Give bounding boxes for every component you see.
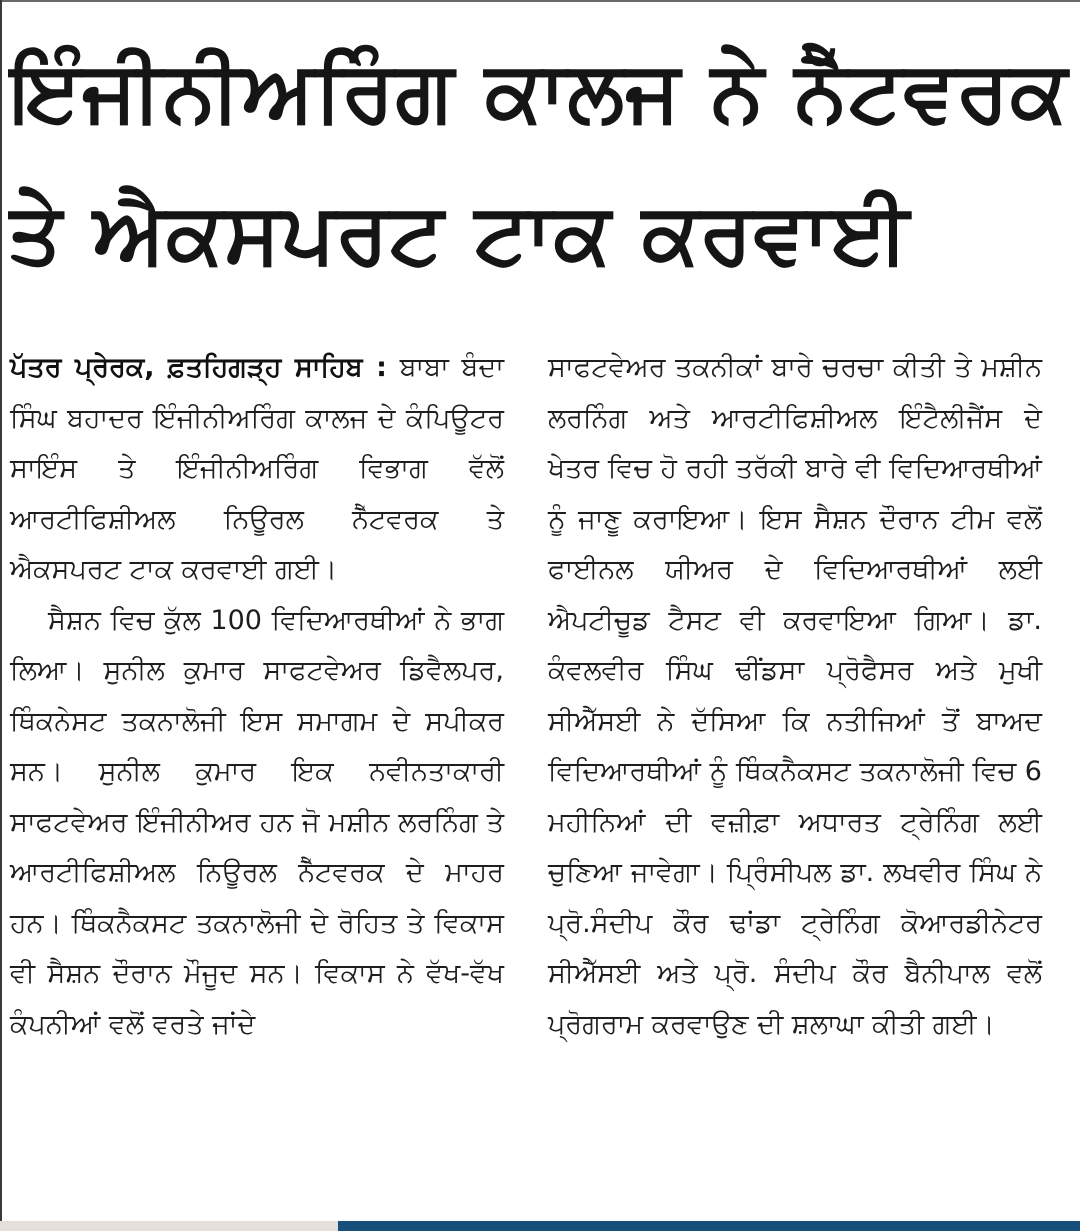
paragraph-2-part-2: ਸਾਫਟਵੇਅਰ ਤਕਨੀਕਾਂ ਬਾਰੇ ਚਰਚਾ ਕੀਤੀ ਤੇ ਮਸ਼ੀਨ ਲਰਨਿੰਗ ਅਤੇ ਆਰਟੀਫਿਸ਼ੀਅਲ ਇੰਟੈਲੀਜੈਂਸ ਦੇ ਖੇਤਰ ਵਿਚ ਹੋ ਰਹੀ ਤਰੱਕੀ ਬਾਰੇ ਵੀ ਵਿਦਿਆਰਥੀਆਂ ਨੂੰ ਜਾਣੂ ਕਰਾਇਆ। ਇਸ ਸੈਸ਼ਨ ਦੌਰਾਨ ਟੀਮ ਵਲੋਂ ਫਾਈਨਲ ਯੀਅਰ ਦੇ ਵਿਦਿਆਰਥੀਆਂ ਲਈ ਐਪਟੀਚੂਡ ਟੈਸਟ ਵੀ ਕਰਵਾਇਆ ਗਿਆ। ਡਾ. ਕੰਵਲਵੀਰ ਸਿੰਘ ਢੀਂਡਸਾ ਪ੍ਰੋਫੈਸਰ ਅਤੇ ਮੁਖੀ ਸੀਐੱਸਈ ਨੇ ਦੱਸਿਆ ਕਿ ਨਤੀਜਿਆਂ ਤੋਂ ਬਾਅਦ ਵਿਦਿਆਰਥੀਆਂ ਨੂੰ ਥਿੰਕਨੈਕਸਟ ਤਕਨਾਲੋਜੀ ਵਿਚ 6 ਮਹੀਨਿਆਂ ਦੀ ਵਜ਼ੀਫ਼ਾ ਅਧਾਰਤ ਟ੍ਰੇਨਿੰਗ ਲਈ ਚੁਣਿਆ ਜਾਵੇਗਾ। ਪ੍ਰਿੰਸੀਪਲ ਡਾ. ਲਖਵੀਰ ਸਿੰਘ ਨੇ ਪ੍ਰੋ.ਸੰਦੀਪ ਕੌਰ ਢਾਂਡਾ ਟ੍ਰੇਨਿੰਗ ਕੋਆਰਡੀਨੇਟਰ ਸੀਐੱਸਈ ਅਤੇ ਪ੍ਰੋ. ਸੰਦੀਪ ਕੌਰ ਬੈਨੀਪਾਲ ਵਲੋਂ ਪ੍ਰੋਗਰਾਮ ਕਰਵਾਉਣ ਦੀ ਸ਼ਲਾਘਾ ਕੀਤੀ ਗਈ। xyxy=(548,352,1042,1040)
headline-line-2: ਤੇ ਐਕਸਪਰਟ ਟਾਕ ਕਰਵਾਈ xyxy=(8,184,910,282)
article-column-right xyxy=(548,343,1042,1050)
article-lead-paragraph xyxy=(10,343,504,596)
byline: ਪੱਤਰ ਪ੍ਰੇਰਕ, ਫ਼ਤਹਿਗੜ੍ਹ ਸਾਹਿਬ : xyxy=(10,352,387,383)
paragraph-2-part-1: ਸੈਸ਼ਨ ਵਿਚ ਕੁੱਲ 100 ਵਿਦਿਆਰਥੀਆਂ ਨੇ ਭਾਗ ਲਿਆ। ਸੁਨੀਲ ਕੁਮਾਰ ਸਾਫਟਵੇਅਰ ਡਿਵੈਲਪਰ, ਥਿੰਕਨੇਸਟ ਤਕਨਾਲੋਜੀ ਇਸ ਸਮਾਗਮ ਦੇ ਸਪੀਕਰ ਸਨ। ਸੁਨੀਲ ਕੁਮਾਰ ਇਕ ਨਵੀਨਤਾਕਾਰੀ ਸਾਫਟਵੇਅਰ ਇੰਜੀਨੀਅਰ ਹਨ ਜੋ ਮਸ਼ੀਨ ਲਰਨਿੰਗ ਤੇ ਆਰਟੀਫਿਸ਼ੀਅਲ ਨਿਊਰਲ ਨੈੱਟਵਰਕ ਦੇ ਮਾਹਰ ਹਨ। ਥਿੰਕਨੈਕਸਟ ਤਕਨਾਲੋਜੀ ਦੇ ਰੋਹਿਤ ਤੇ ਵਿਕਾਸ ਵੀ ਸੈਸ਼ਨ ਦੌਰਾਨ ਮੌਜੂਦ ਸਨ। ਵਿਕਾਸ ਨੇ ਵੱਖ-ਵੱਖ ਕੰਪਨੀਆਂ ਵਲੋਂ ਵਰਤੇ ਜਾਂਦੇ xyxy=(10,604,504,1040)
headline xyxy=(8,20,1072,304)
article-column-left xyxy=(10,343,504,1050)
footer-bar-light-segment xyxy=(0,1221,338,1231)
top-border xyxy=(0,0,1080,2)
footer-bar xyxy=(0,1221,1080,1231)
paragraph-1-text: ਬਾਬਾ ਬੰਦਾ ਸਿੰਘ ਬਹਾਦਰ ਇੰਜੀਨੀਅਰਿੰਗ ਕਾਲਜ ਦੇ ਕੰਪਿਊਟਰ ਸਾਇੰਸ ਤੇ ਇੰਜੀਨੀਅਰਿੰਗ ਵਿਭਾਗ ਵੱਲੋਂ ਆਰਟੀਫਿਸ਼ੀਅਲ ਨਿਊਰਲ ਨੈੱਟਵਰਕ ਤੇ ਐਕਸਪਰਟ ਟਾਕ ਕਰਵਾਈ ਗਈ। xyxy=(10,352,504,585)
left-border xyxy=(0,0,2,1231)
footer-bar-dark-segment xyxy=(338,1221,1080,1231)
headline-line-1: ਇੰਜੀਨੀਅਰਿੰਗ ਕਾਲਜ ਨੇ ਨੈੱਟਵਰਕ xyxy=(8,42,1069,140)
